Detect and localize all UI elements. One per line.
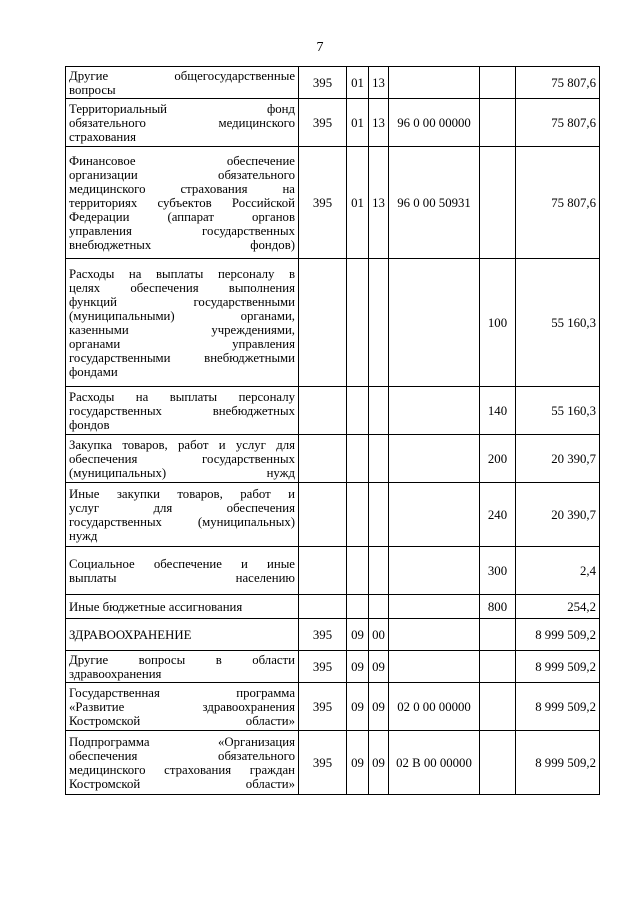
name-line: Финансовое обеспечение: [69, 153, 295, 168]
table-row: [66, 99, 600, 147]
table-row: [66, 147, 600, 259]
name-line: Другие общегосударственные: [69, 68, 295, 83]
cell-section: [347, 259, 369, 387]
cell-amount: 8 999 509,2: [516, 651, 600, 683]
name-line: функций государственными: [69, 294, 295, 309]
cell-section: 01: [347, 147, 369, 259]
cell-ministry-code: 395: [299, 147, 347, 259]
page-number: 7: [316, 40, 324, 55]
cell-subsection: [369, 483, 389, 547]
name-line: медицинского страхования граждан: [69, 762, 295, 777]
cell-target-article: [389, 595, 480, 619]
cell-target-article: [389, 259, 480, 387]
name-line: страхования: [69, 129, 136, 144]
cell-section: 01: [347, 99, 369, 147]
cell-ministry-code: 395: [299, 99, 347, 147]
cell-name: [66, 147, 299, 259]
cell-name: [66, 683, 299, 731]
cell-name: [66, 483, 299, 547]
cell-section: 01: [347, 67, 369, 99]
table-row: [66, 731, 600, 795]
cell-amount: 8 999 509,2: [516, 619, 600, 651]
table-row: [66, 619, 600, 651]
cell-expense-type: [480, 67, 516, 99]
name-line: обеспечения обязательного: [69, 748, 295, 763]
name-line: Расходы на выплаты персоналу: [69, 389, 295, 404]
cell-amount: 8 999 509,2: [516, 683, 600, 731]
name-line: Социальное обеспечение и иные: [69, 556, 295, 571]
name-line: государственных внебюджетных: [69, 403, 295, 418]
cell-amount: 75 807,6: [516, 67, 600, 99]
name-line: Подпрограмма «Организация: [69, 734, 295, 749]
cell-name: [66, 99, 299, 147]
cell-section: [347, 547, 369, 595]
name-line: организации обязательного: [69, 167, 295, 182]
cell-ministry-code: [299, 435, 347, 483]
cell-subsection: [369, 435, 389, 483]
cell-expense-type: 140: [480, 387, 516, 435]
table-row: [66, 683, 600, 731]
cell-expense-type: [480, 619, 516, 651]
name-line: вопросы: [69, 82, 116, 97]
cell-ministry-code: [299, 387, 347, 435]
cell-expense-type: 800: [480, 595, 516, 619]
cell-expense-type: 300: [480, 547, 516, 595]
name-line: территориях субъектов Российской: [69, 195, 295, 210]
name-line: (муниципальных) нужд: [69, 465, 295, 480]
cell-section: [347, 595, 369, 619]
name-line: внебюджетных фондов): [69, 237, 295, 252]
table-row: [66, 387, 600, 435]
cell-expense-type: 240: [480, 483, 516, 547]
cell-section: 09: [347, 683, 369, 731]
cell-subsection: 09: [369, 683, 389, 731]
cell-subsection: [369, 259, 389, 387]
name-line: Расходы на выплаты персоналу в: [69, 266, 295, 281]
name-line: здравоохранения: [69, 666, 162, 681]
name-line: Государственная программа: [69, 685, 295, 700]
table-row: [66, 67, 600, 99]
cell-amount: 254,2: [516, 595, 600, 619]
cell-target-article: 02 0 00 00000: [389, 683, 480, 731]
cell-target-article: [389, 483, 480, 547]
name-line: Костромской области»: [69, 713, 295, 728]
cell-name: [66, 651, 299, 683]
name-line: Закупка товаров, работ и услуг для: [69, 437, 295, 452]
name-line: ЗДРАВООХРАНЕНИЕ: [69, 627, 192, 642]
cell-target-article: [389, 387, 480, 435]
table-row: [66, 435, 600, 483]
name-line: выплаты населению: [69, 570, 295, 585]
name-line: фондов: [69, 417, 110, 432]
name-line: (муниципальными) органами,: [69, 308, 295, 323]
cell-name: [66, 731, 299, 795]
name-line: Другие вопросы в области: [69, 652, 295, 667]
name-line: медицинского страхования на: [69, 181, 295, 196]
cell-subsection: [369, 595, 389, 619]
cell-subsection: 09: [369, 731, 389, 795]
name-line: фондами: [69, 364, 118, 379]
cell-section: 09: [347, 651, 369, 683]
name-line: Иные бюджетные ассигнования: [69, 599, 243, 614]
cell-name: [66, 595, 299, 619]
name-line: обязательного медицинского: [69, 115, 295, 130]
cell-expense-type: [480, 731, 516, 795]
name-line: Территориальный фонд: [69, 101, 295, 116]
name-line: управления государственных: [69, 223, 295, 238]
name-line: «Развитие здравоохранения: [69, 699, 295, 714]
cell-target-article: [389, 651, 480, 683]
cell-name: [66, 67, 299, 99]
cell-ministry-code: 395: [299, 619, 347, 651]
name-line: Костромской области»: [69, 776, 295, 791]
cell-target-article: [389, 619, 480, 651]
table-row: [66, 595, 600, 619]
cell-expense-type: [480, 147, 516, 259]
cell-section: [347, 387, 369, 435]
cell-amount: 55 160,3: [516, 259, 600, 387]
cell-section: 09: [347, 731, 369, 795]
cell-name: [66, 619, 299, 651]
cell-ministry-code: 395: [299, 683, 347, 731]
cell-subsection: 13: [369, 147, 389, 259]
cell-subsection: 09: [369, 651, 389, 683]
name-line: казенными учреждениями,: [69, 322, 295, 337]
cell-name: [66, 435, 299, 483]
cell-target-article: 96 0 00 00000: [389, 99, 480, 147]
cell-subsection: [369, 387, 389, 435]
cell-amount: 75 807,6: [516, 147, 600, 259]
cell-target-article: [389, 547, 480, 595]
name-line: услуг для обеспечения: [69, 500, 295, 515]
cell-ministry-code: 395: [299, 651, 347, 683]
cell-amount: 75 807,6: [516, 99, 600, 147]
cell-target-article: [389, 435, 480, 483]
cell-expense-type: [480, 683, 516, 731]
table-row: [66, 259, 600, 387]
name-line: Иные закупки товаров, работ и: [69, 486, 295, 501]
cell-expense-type: 100: [480, 259, 516, 387]
cell-amount: 20 390,7: [516, 483, 600, 547]
cell-name: [66, 547, 299, 595]
table-row: [66, 651, 600, 683]
cell-amount: 2,4: [516, 547, 600, 595]
name-line: государственными внебюджетными: [69, 350, 295, 365]
cell-name: [66, 387, 299, 435]
cell-target-article: 96 0 00 50931: [389, 147, 480, 259]
cell-amount: 20 390,7: [516, 435, 600, 483]
cell-ministry-code: [299, 595, 347, 619]
cell-section: [347, 483, 369, 547]
cell-name: [66, 259, 299, 387]
cell-subsection: 00: [369, 619, 389, 651]
cell-target-article: [389, 67, 480, 99]
cell-ministry-code: [299, 259, 347, 387]
cell-target-article: 02 В 00 00000: [389, 731, 480, 795]
cell-subsection: 13: [369, 67, 389, 99]
cell-section: [347, 435, 369, 483]
name-line: государственных (муниципальных): [69, 514, 295, 529]
cell-ministry-code: 395: [299, 731, 347, 795]
cell-ministry-code: 395: [299, 67, 347, 99]
table-body: [66, 67, 600, 795]
name-line: обеспечения государственных: [69, 451, 295, 466]
name-line: органами управления: [69, 336, 295, 351]
cell-amount: 8 999 509,2: [516, 731, 600, 795]
name-line: целях обеспечения выполнения: [69, 280, 295, 295]
cell-ministry-code: [299, 547, 347, 595]
cell-subsection: [369, 547, 389, 595]
cell-subsection: 13: [369, 99, 389, 147]
cell-expense-type: [480, 651, 516, 683]
cell-expense-type: [480, 99, 516, 147]
cell-ministry-code: [299, 483, 347, 547]
table-row: [66, 547, 600, 595]
budget-table: [65, 66, 600, 795]
cell-expense-type: 200: [480, 435, 516, 483]
name-line: Федерации (аппарат органов: [69, 209, 295, 224]
cell-section: 09: [347, 619, 369, 651]
name-line: нужд: [69, 528, 98, 543]
cell-amount: 55 160,3: [516, 387, 600, 435]
table-row: [66, 483, 600, 547]
